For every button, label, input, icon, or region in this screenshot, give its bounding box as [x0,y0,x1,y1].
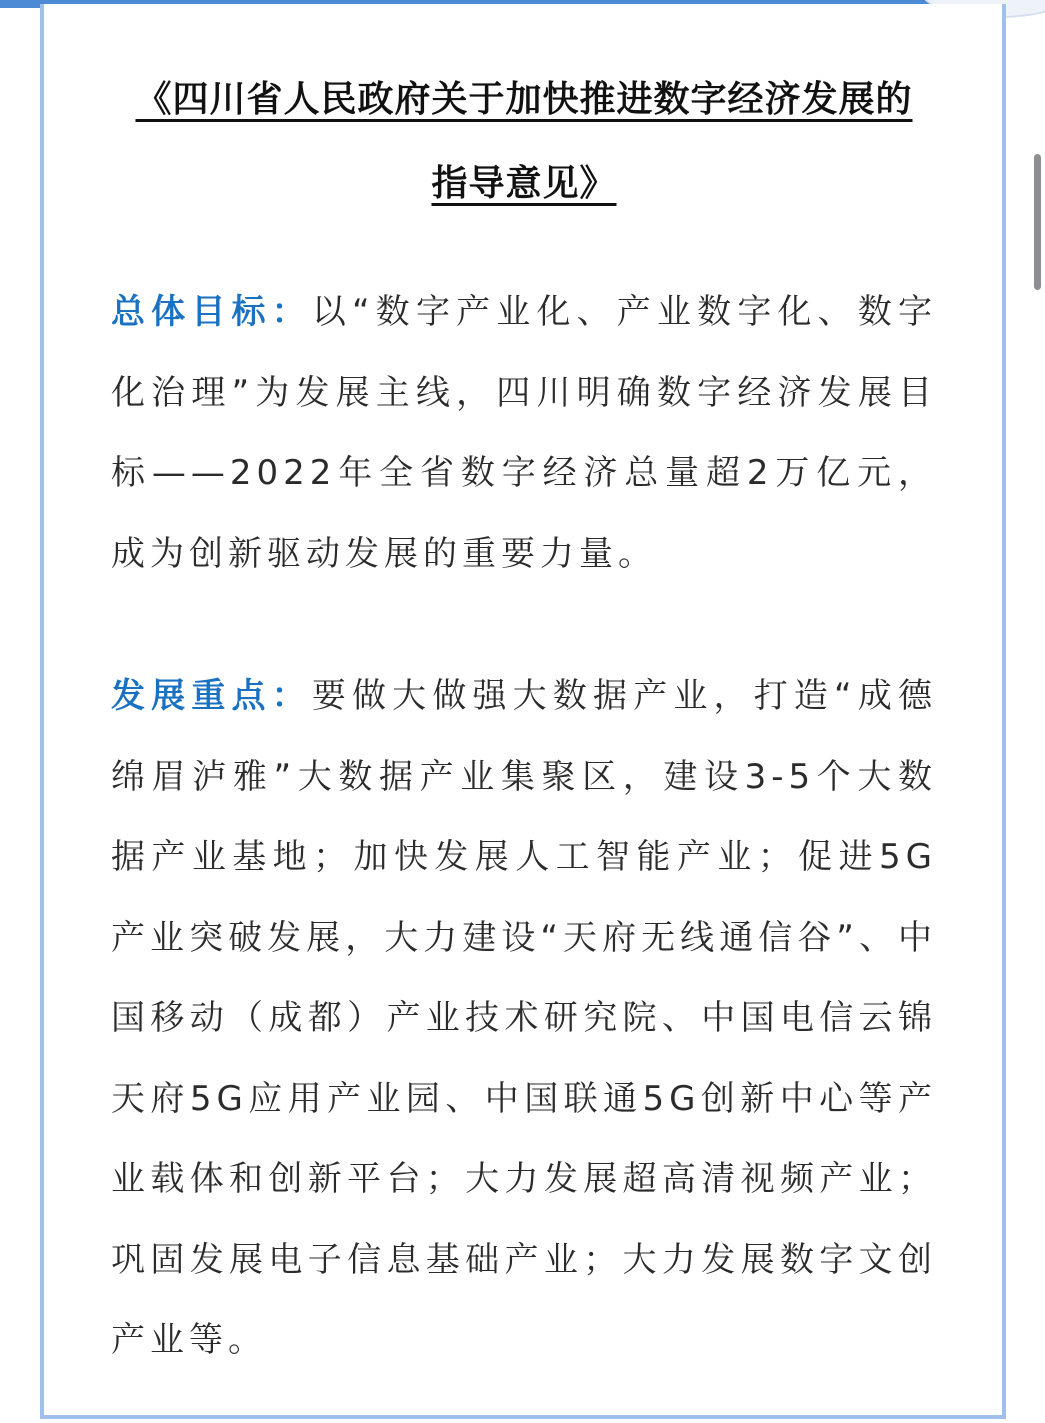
section-label: 总体目标： [111,292,312,332]
title-line-2: 指导意见》 [431,163,617,204]
document-title [114,58,934,226]
section-text: 要做大做强大数据产业，打造“成德绵眉泸雅”大数据产业集聚区，建设3-5个大数据产业基地；加快发展人工智能产业；促进5G产业突破发展，大力建设“天府无线通信谷”、中国移动（成都）产业技术研究院、中国电信云锦天府5G应用产业园、中国联通5G创新中心等产业载体和创新平台；大力发展超高清视频产业；巩固发展电子信息基础产业；大力发展数字文创产业等。 [111,676,937,1360]
section-text: 以“数字产业化、产业数字化、数字化治理”为发展主线，四川明确数字经济发展目标——2022年全省数字经济总量超2万亿元，成为创新驱动发展的重要力量。 [111,292,937,574]
section-overall-goal [111,272,937,594]
section-label: 发展重点： [111,676,312,716]
vertical-scrollbar[interactable] [1034,154,1041,290]
title-line-1: 《四川省人民政府关于加快推进数字经济发展的 [135,79,913,120]
document-card [40,4,1006,1419]
section-development-focus [111,656,937,1381]
